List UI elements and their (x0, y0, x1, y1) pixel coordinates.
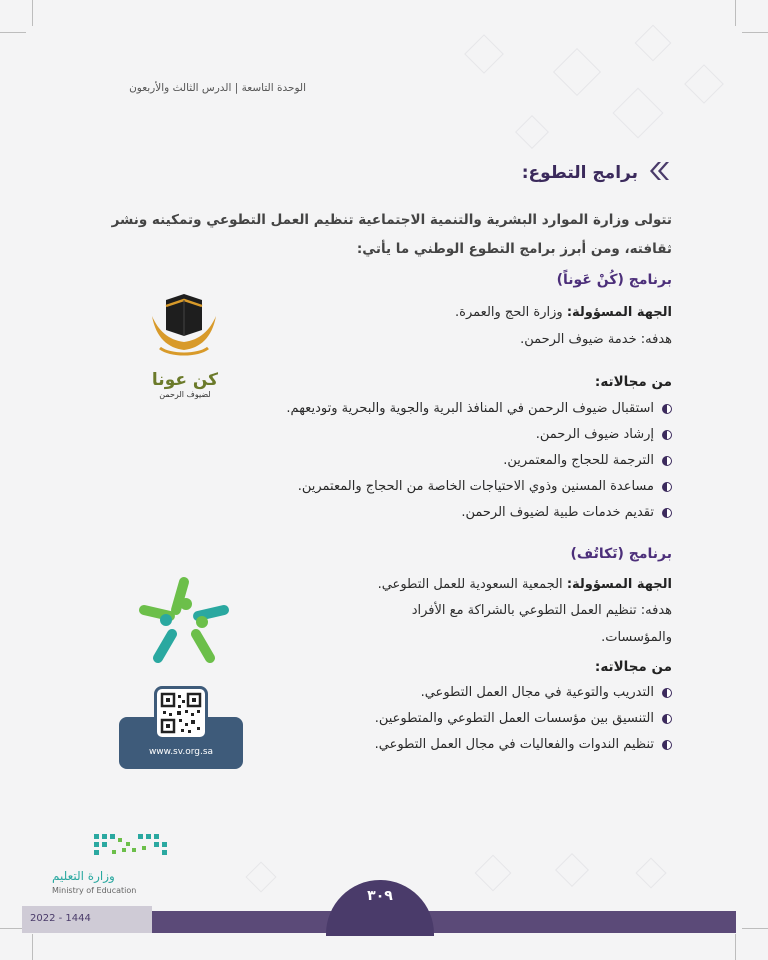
fields-heading: من مجالاته: (594, 659, 672, 675)
list-item (286, 474, 672, 500)
list-item (286, 396, 672, 422)
section-title-text: برامج التطوع: (521, 163, 638, 183)
bullet-icon (662, 482, 672, 492)
star-people-icon (136, 574, 232, 670)
decorative-diamond (464, 34, 504, 74)
program-title: برنامج (كُنْ عَوناً) (556, 272, 672, 288)
list-item-text: الترجمة للحجاج والمعتمرين. (503, 453, 654, 468)
takatuf-logo (136, 574, 232, 670)
edition-year: 2022 - 1444 (30, 913, 91, 924)
kun-awnan-logo (130, 290, 240, 400)
crop-mark (735, 0, 736, 26)
decorative-diamond (635, 857, 666, 888)
decorative-diamond (553, 48, 601, 96)
list-item-text: إرشاد ضيوف الرحمن. (535, 427, 654, 442)
bullet-icon (662, 714, 672, 724)
crop-mark (742, 32, 768, 33)
bullet-icon (662, 688, 672, 698)
responsible-entity (378, 577, 672, 592)
list-item (375, 732, 672, 758)
list-item (286, 422, 672, 448)
list-item-text: مساعدة المسنين وذوي الاحتياجات الخاصة من الحجاج والمعتمرين. (297, 479, 654, 494)
list-item-text: التنسيق بين مؤسسات العمل التطوعي والمتطوعين. (374, 711, 654, 726)
logo-text: كن عونا (151, 370, 219, 390)
decorative-diamond (555, 853, 589, 887)
crop-mark (32, 0, 33, 26)
bullet-icon (662, 508, 672, 518)
program-goal (412, 603, 672, 618)
crop-mark (742, 928, 768, 929)
crop-mark (735, 934, 736, 960)
list-item-text: استقبال ضيوف الرحمن في المنافذ البرية والجوية والبحرية وتوديعهم. (286, 401, 654, 416)
crop-mark (32, 934, 33, 960)
page-number: ٣٠٩ (367, 888, 393, 904)
program-title: برنامج (تَكاتُف) (570, 546, 672, 562)
value: تنظيم العمل التطوعي بالشراكة مع الأفراد (411, 603, 641, 618)
label: هدفه: (640, 603, 672, 618)
responsible-entity (455, 305, 672, 320)
intro-paragraph (72, 206, 672, 264)
chevron-left-icon (646, 160, 672, 186)
crop-mark (0, 32, 26, 33)
intro-line: ثقافته، ومن أبرز برامج التطوع الوطني ما يأتي: (356, 241, 672, 257)
decorative-diamond (515, 115, 549, 149)
list-item (286, 500, 672, 526)
logo-subtext: لضيوف الرحمن (159, 390, 211, 399)
intro-line: تتولى وزارة الموارد البشرية والتنمية الاجتماعية تنظيم العمل التطوعي وتمكينه ونشر (111, 212, 672, 228)
ministry-name-ar: وزارة التعليم (52, 869, 115, 883)
decorative-diamond (613, 88, 664, 139)
decorative-diamond (475, 855, 512, 892)
value: الجمعية السعودية للعمل التطوعي. (377, 577, 567, 592)
ministry-logo-dots-icon (92, 832, 174, 862)
qr-url[interactable]: www.sv.org.sa (148, 747, 214, 757)
program-goal-continued: والمؤسسات. (601, 630, 672, 645)
program-fields-list (286, 396, 672, 526)
label: هدفه: (640, 332, 672, 347)
list-item-text: تقديم خدمات طبية لضيوف الرحمن. (461, 505, 654, 520)
value: وزارة الحج والعمرة. (455, 305, 567, 320)
list-item-text: تنظيم الندوات والفعاليات في مجال العمل التطوعي. (374, 737, 654, 752)
decorative-diamond (684, 64, 724, 104)
bullet-icon (662, 456, 672, 466)
decorative-diamond (635, 25, 672, 62)
program-goal (520, 332, 672, 347)
bullet-icon (662, 430, 672, 440)
program-fields-list (375, 680, 672, 758)
list-item (375, 680, 672, 706)
list-item-text: التدريب والتوعية في مجال العمل التطوعي. (420, 685, 654, 700)
label: الجهة المسؤولة: (566, 577, 672, 592)
kaaba-hands-icon (130, 290, 240, 368)
bullet-icon (662, 740, 672, 750)
list-item (286, 448, 672, 474)
list-item (375, 706, 672, 732)
bullet-icon (662, 404, 672, 414)
ministry-name-en: Ministry of Education (52, 886, 137, 895)
decorative-diamond (245, 861, 276, 892)
label: الجهة المسؤولة: (566, 305, 672, 320)
qr-code-icon[interactable] (154, 686, 208, 740)
fields-heading: من مجالاته: (594, 374, 672, 390)
breadcrumb: الوحدة التاسعة | الدرس الثالث والأربعون (129, 82, 306, 94)
value: خدمة ضيوف الرحمن. (520, 332, 641, 347)
section-title (522, 160, 672, 186)
